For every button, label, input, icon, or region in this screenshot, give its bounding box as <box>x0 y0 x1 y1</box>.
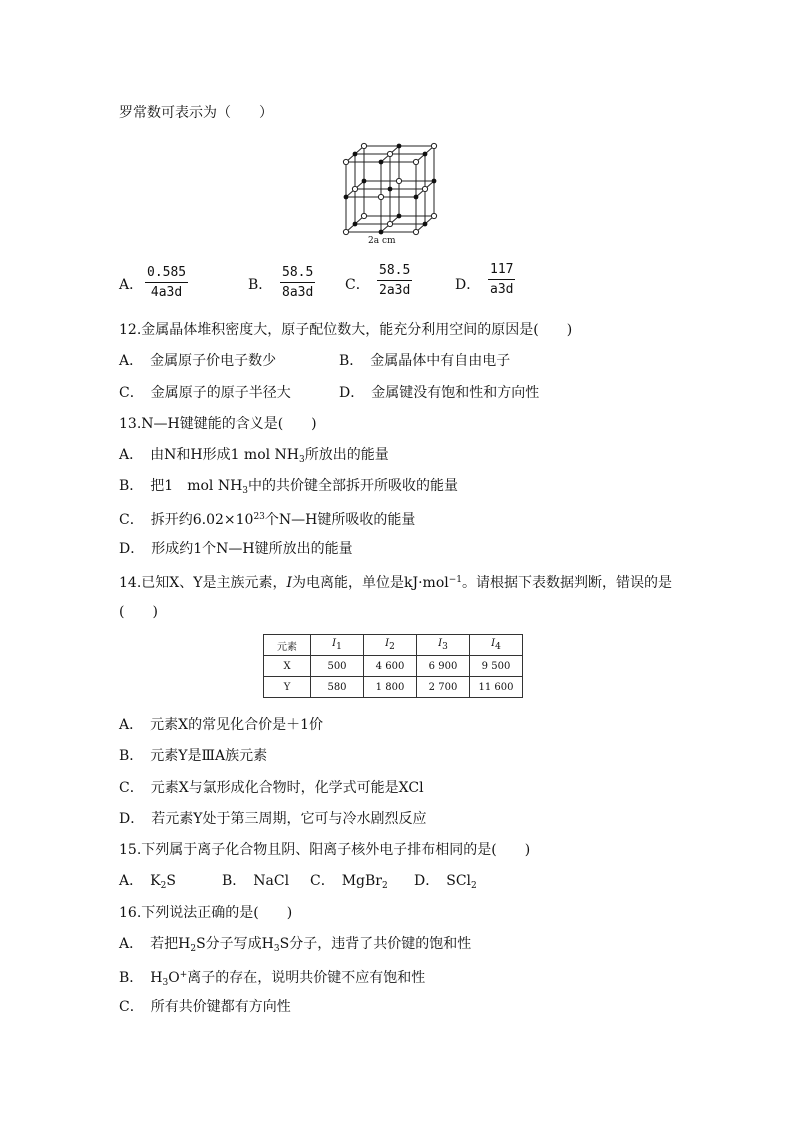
q15-option-b[interactable]: B． NaCl <box>222 873 290 889</box>
q16-option-a[interactable]: A． 若把$H_2S$分子写成$H_3S$分子，违背了共价键的饱和性 <box>119 936 472 954</box>
table-header-cell: $I_1$ <box>311 635 364 656</box>
q13-option-d[interactable]: D． 形成约1个N—H键所放出的能量 <box>119 541 353 557</box>
table-header-cell: $I_4$ <box>470 635 523 656</box>
nacl-crystal-figure <box>336 140 446 246</box>
table-cell: Y <box>264 677 311 698</box>
q14-option-a[interactable]: A． 元素X的常见化合价是＋1价 <box>119 717 323 733</box>
table-cell: 9 500 <box>470 656 523 677</box>
q16-option-b[interactable]: B． $H_3O^+$离子的存在，说明共价键不应有饱和性 <box>119 970 426 988</box>
q11-option-b-label: B． <box>248 277 273 293</box>
q11-option-d-fraction[interactable] <box>488 262 515 297</box>
table-cell: 2 700 <box>417 677 470 698</box>
q13-option-a[interactable]: A． 由N和H形成1 mol $NH_3$所放出的能量 <box>119 447 389 465</box>
q15-option-a[interactable]: A． $K_2S$ <box>119 873 176 891</box>
q11-c-numerator: 58.5 <box>377 263 412 281</box>
q12-option-a[interactable]: A． 金属原子价电子数少 <box>119 353 277 369</box>
q15-option-c[interactable]: C． MgBr$_2$ <box>310 873 388 891</box>
table-header-cell: $I_3$ <box>417 635 470 656</box>
q15-stem: 15.下列属于离子化合物且阴、阳离子核外电子排布相同的是( ) <box>119 842 531 858</box>
q12-stem: 12.金属晶体堆积密度大，原子配位数大，能充分利用空间的原因是( ) <box>119 322 573 338</box>
q11-a-denominator: 4a3d <box>150 285 183 300</box>
q13-option-c[interactable]: C． 拆开约$6.02\times 10^{23}$个N—H键所吸收的能量 <box>119 512 416 528</box>
q15-option-d[interactable]: D． SCl$_2$ <box>414 873 477 891</box>
q11-option-d-label: D． <box>455 277 481 293</box>
q11-d-numerator: 117 <box>488 262 515 280</box>
ionization-energy-table <box>263 634 523 698</box>
q13-option-b[interactable]: B． 把1 mol $NH_3$中的共价键全部拆开所吸收的能量 <box>119 478 459 496</box>
q12-option-d[interactable]: D． 金属键没有饱和性和方向性 <box>339 385 540 401</box>
table-header-cell: $I_2$ <box>364 635 417 656</box>
q11-option-c-fraction[interactable] <box>377 263 412 298</box>
q16-option-c[interactable]: C． 所有共价键都有方向性 <box>119 999 291 1015</box>
table-header-row <box>264 635 523 656</box>
q13-stem: 13.N—H键键能的含义是( ) <box>119 416 317 432</box>
q14-stem-line2: ( ) <box>119 604 158 620</box>
q12-option-c[interactable]: C． 金属原子的原子半径大 <box>119 385 291 401</box>
q11-option-a-label: A． <box>119 277 144 293</box>
q11-option-c-label: C． <box>345 277 370 293</box>
table-cell: 1 800 <box>364 677 417 698</box>
q11-stem: 罗常数可表示为（ ） <box>119 105 273 121</box>
table-cell: 580 <box>311 677 364 698</box>
q14-option-b[interactable]: B． 元素Y是ⅢA族元素 <box>119 748 268 764</box>
table-cell: 500 <box>311 656 364 677</box>
q14-option-d[interactable]: D． 若元素Y处于第三周期，它可与冷水剧烈反应 <box>119 811 427 827</box>
table-cell: 11 600 <box>470 677 523 698</box>
q11-option-a-fraction[interactable] <box>145 265 188 300</box>
q11-b-denominator: 8a3d <box>282 285 314 300</box>
table-cell: 4 600 <box>364 656 417 677</box>
figure-label: 2a cm <box>368 236 396 246</box>
q11-d-denominator: a3d <box>490 282 514 297</box>
table-cell: 6 900 <box>417 656 470 677</box>
q16-stem: 16.下列说法正确的是( ) <box>119 905 293 921</box>
table-cell: X <box>264 656 311 677</box>
table-header-cell: 元素 <box>264 635 311 656</box>
q14-stem: 14.已知X、Y是主族元素，I为电离能，单位是kJ·mol$^{-1}$。请根据下表数据判断，错误的是 <box>119 575 673 591</box>
q11-b-numerator: 58.5 <box>280 265 315 283</box>
table-row <box>264 677 523 698</box>
q11-a-numerator: 0.585 <box>145 265 188 283</box>
q11-c-denominator: 2a3d <box>379 283 411 298</box>
q12-option-b[interactable]: B． 金属晶体中有自由电子 <box>339 353 511 369</box>
table-row <box>264 656 523 677</box>
q14-option-c[interactable]: C． 元素X与氯形成化合物时，化学式可能是XCl <box>119 780 424 796</box>
q11-option-b-fraction[interactable] <box>280 265 315 300</box>
